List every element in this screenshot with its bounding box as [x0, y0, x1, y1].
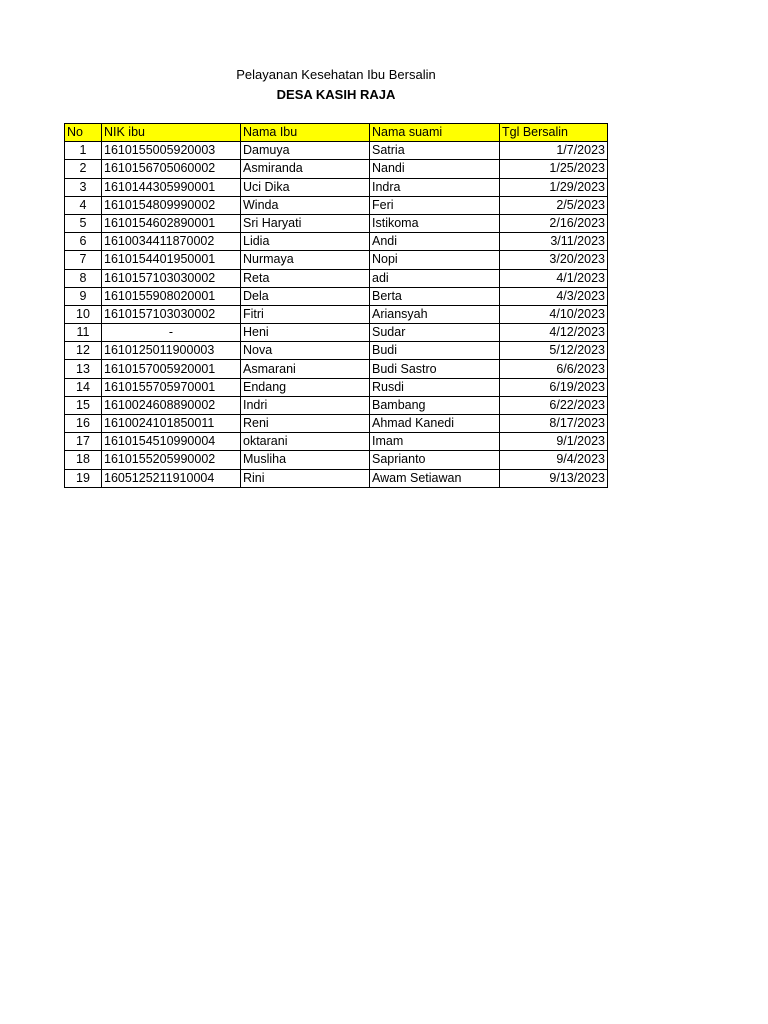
cell-no: 13 — [65, 360, 102, 378]
birth-records-table — [64, 123, 608, 488]
cell-nama-suami: Sudar — [370, 324, 500, 342]
cell-tgl-bersalin: 1/25/2023 — [500, 160, 608, 178]
cell-no: 4 — [65, 196, 102, 214]
cell-nik-ibu: 1610155705970001 — [102, 378, 241, 396]
cell-nik-ibu: 1610156705060002 — [102, 160, 241, 178]
cell-nik-ibu: 1610157103030002 — [102, 269, 241, 287]
cell-tgl-bersalin: 3/11/2023 — [500, 233, 608, 251]
cell-nik-ibu: 1610154510990004 — [102, 433, 241, 451]
document-title: Pelayanan Kesehatan Ibu Bersalin — [236, 67, 436, 82]
cell-tgl-bersalin: 8/17/2023 — [500, 415, 608, 433]
cell-tgl-bersalin: 4/3/2023 — [500, 287, 608, 305]
cell-no: 15 — [65, 396, 102, 414]
table-row — [65, 196, 608, 214]
header-tgl-bersalin: Tgl Bersalin — [500, 124, 608, 142]
cell-no: 1 — [65, 142, 102, 160]
cell-no: 18 — [65, 451, 102, 469]
cell-nama-ibu: Dela — [241, 287, 370, 305]
cell-nama-suami: Budi — [370, 342, 500, 360]
cell-nama-suami: Feri — [370, 196, 500, 214]
cell-tgl-bersalin: 1/29/2023 — [500, 178, 608, 196]
cell-nik-ibu: 1610024101850011 — [102, 415, 241, 433]
table-row — [65, 269, 608, 287]
cell-nik-ibu: 1610157005920001 — [102, 360, 241, 378]
cell-tgl-bersalin: 9/4/2023 — [500, 451, 608, 469]
cell-nama-ibu: Lidia — [241, 233, 370, 251]
cell-nama-ibu: Damuya — [241, 142, 370, 160]
cell-nama-ibu: Heni — [241, 324, 370, 342]
cell-nama-ibu: Musliha — [241, 451, 370, 469]
header-nik-ibu: NIK ibu — [102, 124, 241, 142]
cell-nik-ibu: 1605125211910004 — [102, 469, 241, 487]
cell-no: 10 — [65, 305, 102, 323]
table-row — [65, 214, 608, 232]
cell-nama-ibu: Asmarani — [241, 360, 370, 378]
cell-nama-ibu: Nova — [241, 342, 370, 360]
table-row — [65, 451, 608, 469]
cell-tgl-bersalin: 2/5/2023 — [500, 196, 608, 214]
cell-nik-ibu: 1610154602890001 — [102, 214, 241, 232]
cell-tgl-bersalin: 9/13/2023 — [500, 469, 608, 487]
cell-tgl-bersalin: 3/20/2023 — [500, 251, 608, 269]
cell-nama-suami: Istikoma — [370, 214, 500, 232]
cell-nik-ibu: 1610034411870002 — [102, 233, 241, 251]
cell-nama-ibu: Winda — [241, 196, 370, 214]
cell-no: 5 — [65, 214, 102, 232]
cell-nik-ibu: 1610155205990002 — [102, 451, 241, 469]
table-row — [65, 287, 608, 305]
cell-nama-ibu: oktarani — [241, 433, 370, 451]
table-row — [65, 142, 608, 160]
cell-nik-ibu: 1610024608890002 — [102, 396, 241, 414]
cell-tgl-bersalin: 4/10/2023 — [500, 305, 608, 323]
cell-tgl-bersalin: 6/6/2023 — [500, 360, 608, 378]
cell-nama-suami: Nandi — [370, 160, 500, 178]
cell-nama-ibu: Asmiranda — [241, 160, 370, 178]
cell-nama-suami: Ariansyah — [370, 305, 500, 323]
cell-no: 3 — [65, 178, 102, 196]
cell-no: 17 — [65, 433, 102, 451]
cell-nik-ibu: 1610144305990001 — [102, 178, 241, 196]
table-row — [65, 378, 608, 396]
cell-nik-ibu: 1610155005920003 — [102, 142, 241, 160]
table-row — [65, 160, 608, 178]
cell-no: 14 — [65, 378, 102, 396]
cell-nama-suami: Berta — [370, 287, 500, 305]
cell-nik-ibu: 1610154809990002 — [102, 196, 241, 214]
cell-nik-ibu: 1610125011900003 — [102, 342, 241, 360]
table-row — [65, 324, 608, 342]
table-row — [65, 360, 608, 378]
cell-no: 19 — [65, 469, 102, 487]
cell-nik-ibu: 1610157103030002 — [102, 305, 241, 323]
cell-nama-ibu: Indri — [241, 396, 370, 414]
cell-tgl-bersalin: 6/22/2023 — [500, 396, 608, 414]
table-row — [65, 233, 608, 251]
cell-nik-ibu: 1610155908020001 — [102, 287, 241, 305]
header-no: No — [65, 124, 102, 142]
cell-nama-suami: Imam — [370, 433, 500, 451]
table-row — [65, 251, 608, 269]
cell-nama-suami: Bambang — [370, 396, 500, 414]
table-row — [65, 396, 608, 414]
cell-nama-suami: adi — [370, 269, 500, 287]
table-row — [65, 178, 608, 196]
cell-nama-suami: Andi — [370, 233, 500, 251]
cell-nama-suami: Satria — [370, 142, 500, 160]
cell-tgl-bersalin: 6/19/2023 — [500, 378, 608, 396]
cell-nama-suami: Nopi — [370, 251, 500, 269]
cell-nama-ibu: Uci Dika — [241, 178, 370, 196]
cell-nik-ibu: - — [102, 324, 241, 342]
header-nama-ibu: Nama Ibu — [241, 124, 370, 142]
table-header-row — [65, 124, 608, 142]
cell-no: 7 — [65, 251, 102, 269]
table-row — [65, 305, 608, 323]
cell-nama-suami: Rusdi — [370, 378, 500, 396]
header-nama-suami: Nama suami — [370, 124, 500, 142]
cell-nama-ibu: Reta — [241, 269, 370, 287]
cell-nama-ibu: Rini — [241, 469, 370, 487]
cell-no: 8 — [65, 269, 102, 287]
cell-tgl-bersalin: 1/7/2023 — [500, 142, 608, 160]
cell-tgl-bersalin: 4/12/2023 — [500, 324, 608, 342]
cell-no: 2 — [65, 160, 102, 178]
cell-tgl-bersalin: 5/12/2023 — [500, 342, 608, 360]
cell-nama-ibu: Nurmaya — [241, 251, 370, 269]
cell-nama-ibu: Fitri — [241, 305, 370, 323]
cell-tgl-bersalin: 2/16/2023 — [500, 214, 608, 232]
document-subtitle: DESA KASIH RAJA — [276, 87, 396, 102]
cell-no: 16 — [65, 415, 102, 433]
cell-tgl-bersalin: 9/1/2023 — [500, 433, 608, 451]
cell-nama-suami: Awam Setiawan — [370, 469, 500, 487]
cell-tgl-bersalin: 4/1/2023 — [500, 269, 608, 287]
cell-no: 11 — [65, 324, 102, 342]
table-row — [65, 415, 608, 433]
cell-nama-suami: Ahmad Kanedi — [370, 415, 500, 433]
table-row — [65, 469, 608, 487]
cell-nama-ibu: Reni — [241, 415, 370, 433]
table-row — [65, 433, 608, 451]
cell-nama-suami: Budi Sastro — [370, 360, 500, 378]
table-body — [65, 142, 608, 488]
cell-nama-ibu: Sri Haryati — [241, 214, 370, 232]
cell-no: 6 — [65, 233, 102, 251]
cell-nik-ibu: 1610154401950001 — [102, 251, 241, 269]
cell-nama-suami: Indra — [370, 178, 500, 196]
cell-no: 12 — [65, 342, 102, 360]
cell-no: 9 — [65, 287, 102, 305]
table-row — [65, 342, 608, 360]
cell-nama-ibu: Endang — [241, 378, 370, 396]
cell-nama-suami: Saprianto — [370, 451, 500, 469]
